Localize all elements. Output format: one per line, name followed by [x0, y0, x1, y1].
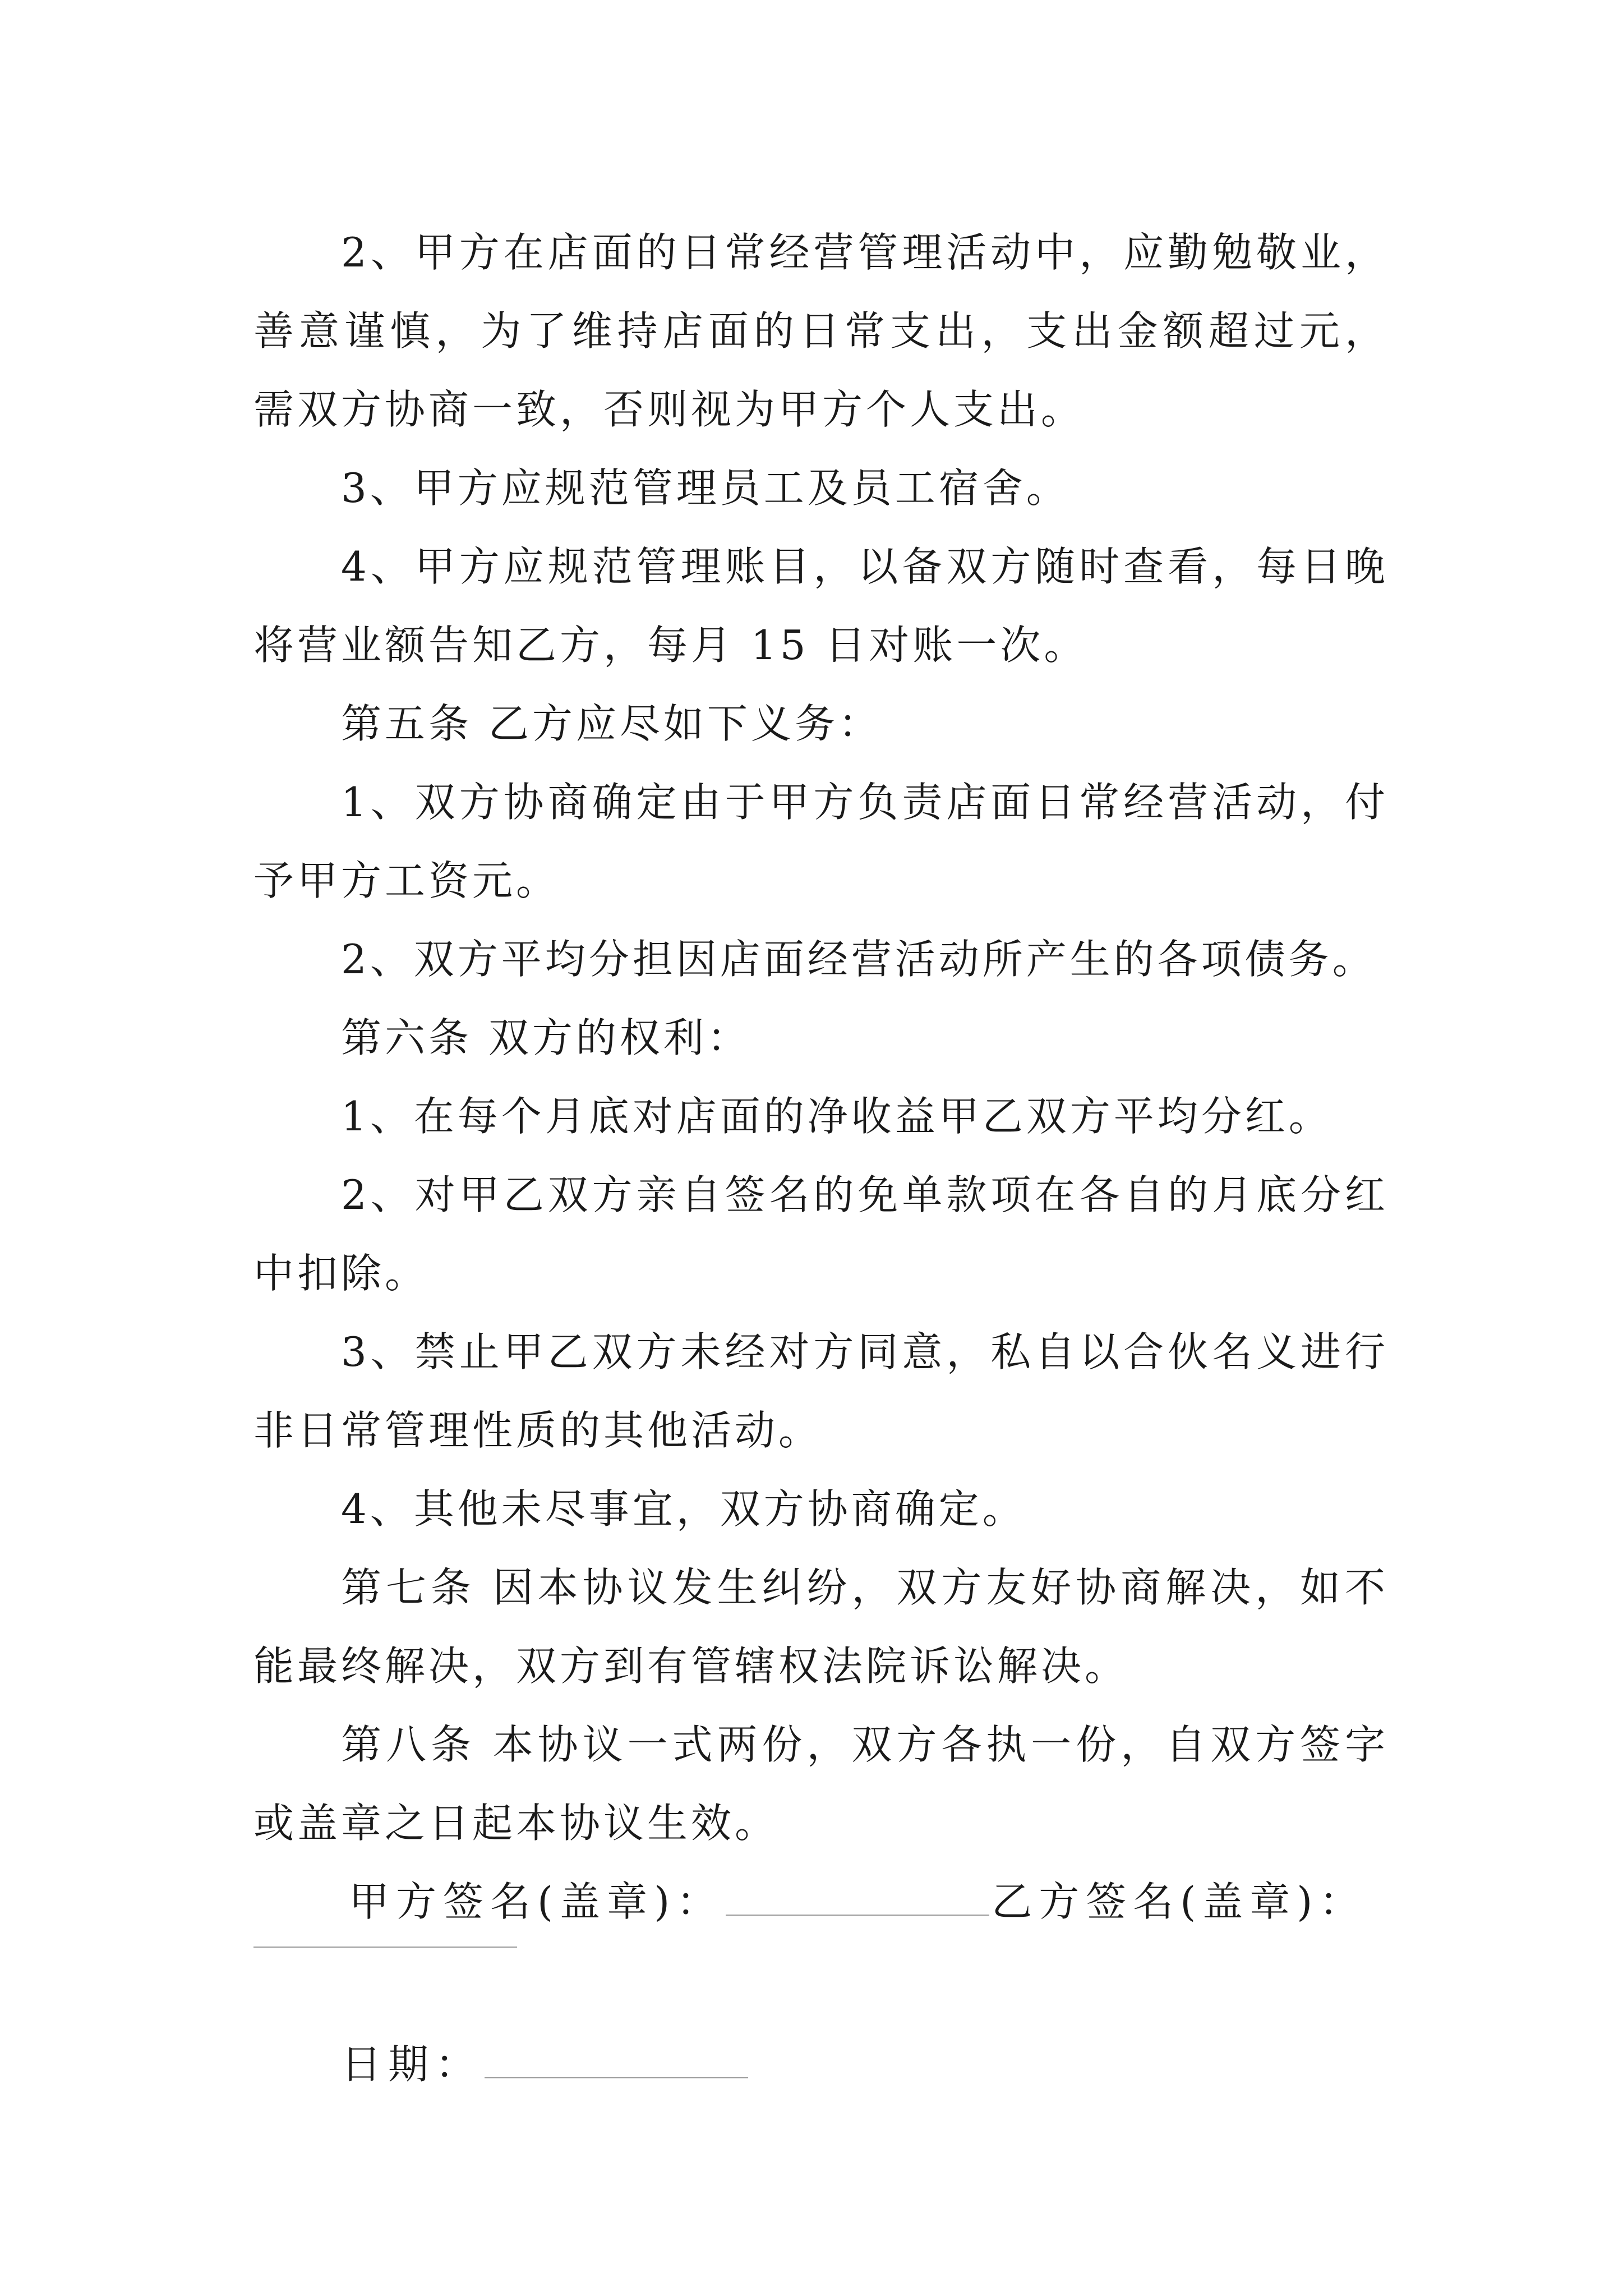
clause-5-heading: 第五条 乙方应尽如下义务：	[341, 700, 882, 747]
clause-4-item-4: 4、甲方应规范管理账目，以备双方随时查看，每日晚将营业额告知乙方，每月 15 日对账一次。	[253, 543, 1389, 669]
party-a-signature-label: 甲方签名(盖章)：	[349, 1878, 724, 1925]
clause-5-item-2: 2、双方平均分担因店面经营活动所产生的各项债务。	[341, 936, 1376, 983]
clause-7: 第七条 因本协议发生纠纷，双方友好协商解决，如不能最终解决，双方到有管辖权法院诉讼解决。	[253, 1564, 1389, 1690]
clause-8: 第八条 本协议一式两份，双方各执一份，自双方签字或盖章之日起本协议生效。	[253, 1721, 1389, 1847]
party-b-signature-blank	[253, 1947, 517, 1948]
clause-4-item-3: 3、甲方应规范管理员工及员工宿舍。	[341, 464, 1070, 512]
document-body	[253, 213, 1389, 2104]
party-b-signature-row	[253, 1941, 1389, 2025]
date-blank	[485, 2032, 748, 2078]
clause-5-item-1: 1、双方协商确定由于甲方负责店面日常经营活动，付予甲方工资元。	[253, 779, 1389, 904]
date-label: 日期：	[341, 2041, 483, 2088]
signature-line	[253, 1862, 1389, 1941]
clause-6-item-3: 3、禁止甲乙双方未经对方同意，私自以合伙名义进行非日常管理性质的其他活动。	[253, 1328, 1389, 1454]
clause-6-item-4: 4、其他未尽事宜，双方协商确定。	[341, 1485, 1026, 1533]
clause-6-heading: 第六条 双方的权利：	[341, 1014, 751, 1061]
clause-6-item-2: 2、对甲乙双方亲自签名的免单款项在各自的月底分红中扣除。	[253, 1171, 1389, 1297]
clause-6-item-1: 1、在每个月底对店面的净收益甲乙双方平均分红。	[341, 1093, 1332, 1140]
date-line	[253, 2025, 1389, 2104]
clause-4-item-2: 2、甲方在店面的日常经营管理活动中，应勤勉敬业，善意谨慎，为了维持店面的日常支出，支出金额超过元，需双方协商一致，否则视为甲方个人支出。	[253, 229, 1389, 433]
party-a-signature-blank	[726, 1870, 989, 1916]
party-b-signature-label: 乙方签名(盖章)：	[992, 1878, 1367, 1925]
